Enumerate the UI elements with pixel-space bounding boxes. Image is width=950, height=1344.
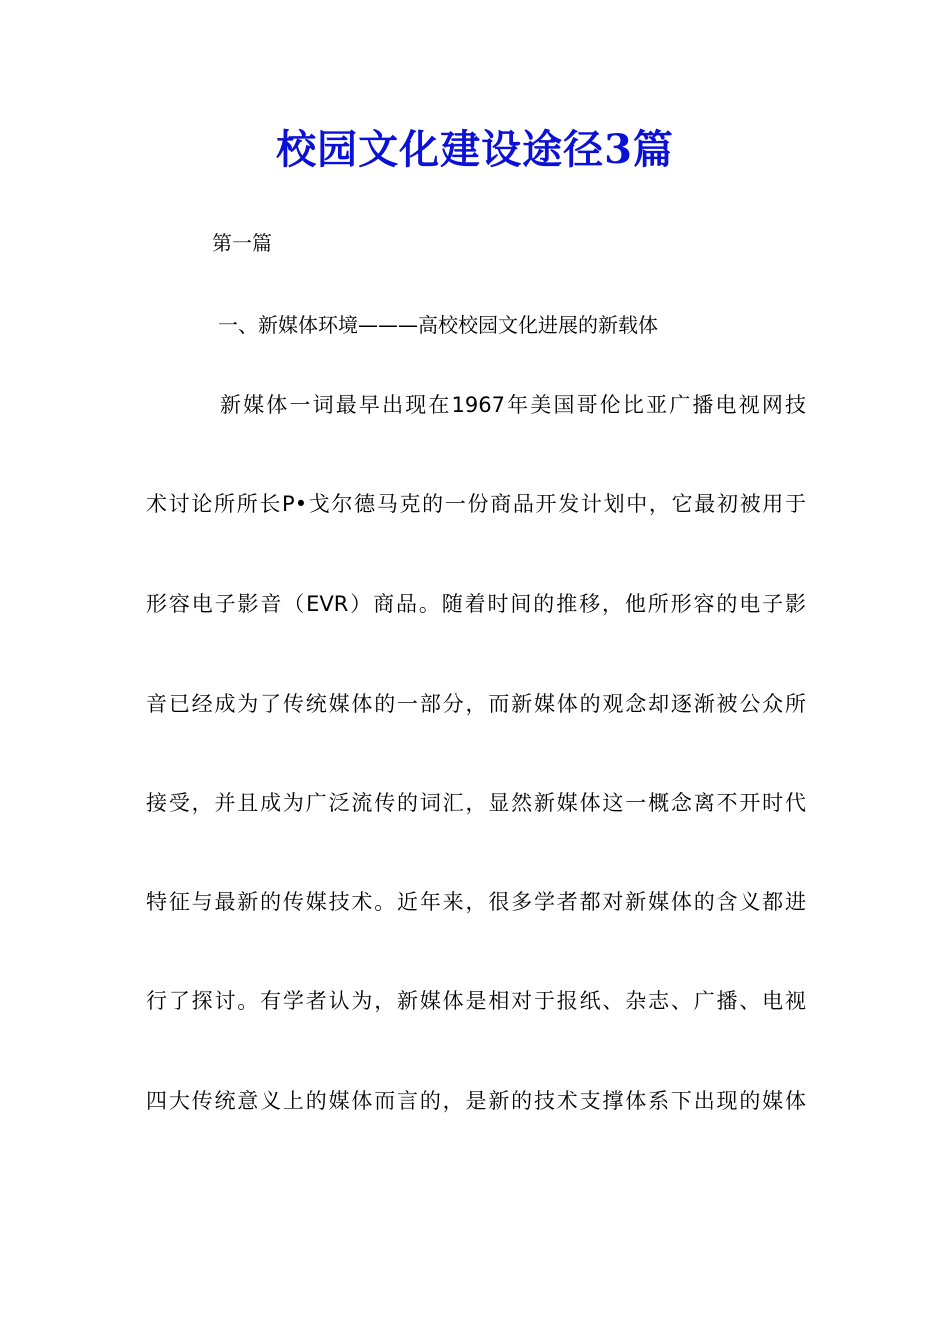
section-heading: 一、新媒体环境———高校校园文化进展的新载体 <box>218 313 658 337</box>
paragraph-line: 四大传统意义上的媒体而言的，是新的技术支撑体系下出现的媒体 <box>146 1089 806 1113</box>
paragraph-line: 形容电子影音（EVR）商品。随着时间的推移，他所形容的电子影 <box>146 592 806 616</box>
paragraph-line: 新媒体一词最早出现在1967年美国哥伦比亚广播电视网技 <box>220 393 806 417</box>
paragraph-line: 音已经成为了传统媒体的一部分，而新媒体的观念却逐渐被公众所 <box>146 692 806 716</box>
paragraph-line: 术讨论所所长P•戈尔德马克的一份商品开发计划中，它最初被用于 <box>146 492 806 516</box>
section-label: 第一篇 <box>212 231 272 255</box>
paragraph-line: 接受，并且成为广泛流传的词汇，显然新媒体这一概念离不开时代 <box>146 791 806 815</box>
paragraph-line: 特征与最新的传媒技术。近年来，很多学者都对新媒体的含义都进 <box>146 890 806 914</box>
paragraph-line: 行了探讨。有学者认为，新媒体是相对于报纸、杂志、广播、电视 <box>146 989 806 1013</box>
document-title: 校园文化建设途径3篇 <box>276 126 674 173</box>
